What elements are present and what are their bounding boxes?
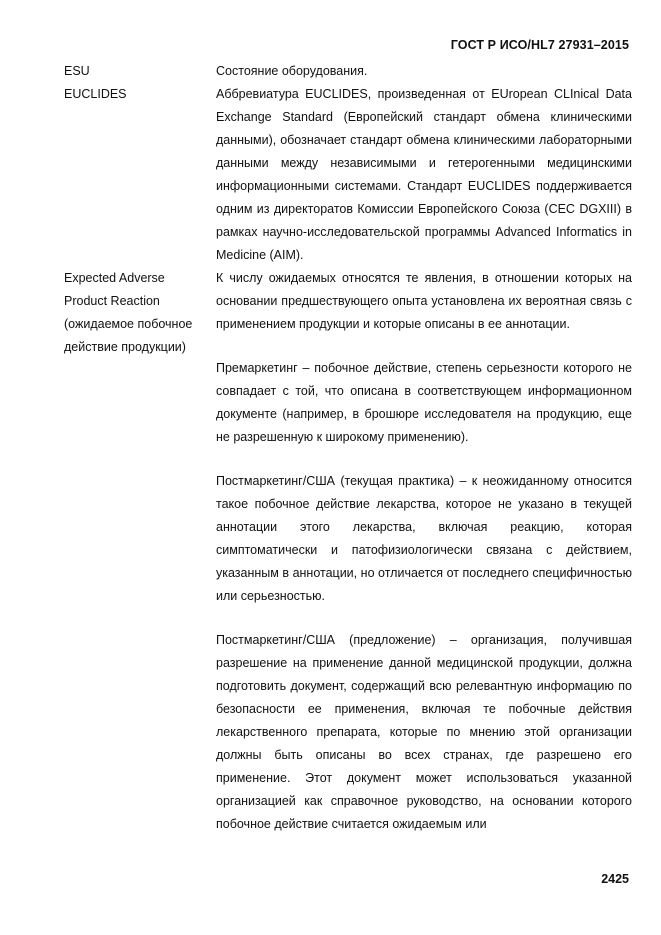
glossary-definition <box>214 83 632 267</box>
definition-paragraph: Премаркетинг – побочное действие, степень серьезности которого не совпадает с той, что описана в соответствующем информационном документе (например, в брошюре исследователя на продукцию, еще не разрешенную к широкому применению). <box>216 361 632 444</box>
glossary-definition <box>214 60 632 83</box>
glossary-entries <box>64 60 632 836</box>
term-line: EUCLIDES <box>64 87 127 101</box>
page-number: 2425 <box>601 872 629 886</box>
term-line: действие продукции) <box>64 340 186 354</box>
glossary-term <box>64 83 214 267</box>
glossary-term <box>64 60 214 83</box>
glossary-entry-euclides <box>64 83 632 267</box>
document-header: ГОСТ Р ИСО/HL7 27931–2015 <box>450 38 629 52</box>
glossary-definition <box>214 267 632 836</box>
definition-paragraph: Аббревиатура EUCLIDES, произведенная от EUropean CLInical Data Exchange Standard (Европейский стандарт обмена клиническими данными), обозначает стандарт обмена клиническими лабораторными данными между независимыми и гетерогенными медицинскими информационными системами. Стандарт EUCLIDES поддерживается одним из директоратов Комиссии Европейского Союза (CEC DGXIII) в рамках научно-исследовательской программы Advanced Informatics in Medicine (AIM). <box>216 87 632 262</box>
term-line: ESU <box>64 64 90 78</box>
definition-paragraph: Состояние оборудования. <box>216 64 368 78</box>
term-line: Product Reaction <box>64 294 160 308</box>
glossary-entry-esu <box>64 60 632 83</box>
definition-paragraph: Постмаркетинг/США (предложение) – организация, получившая разрешение на применение данной медицинской продукции, должна подготовить документ, содержащий всю релевантную информацию по безопасности ее применения, включая те побочные действия лекарственного препарата, которые по мнению этой организации должны быть описаны во всех странах, где разрешено его применение. Этот документ может использоваться указанной организацией как справочное руководство, на основании которого побочное действие считается ожидаемым или <box>216 633 632 831</box>
glossary-entry-expected-adverse-product-reaction <box>64 267 632 836</box>
glossary-term <box>64 267 214 836</box>
term-line: Expected Adverse <box>64 271 165 285</box>
definition-paragraph: Постмаркетинг/США (текущая практика) – к неожиданному относится такое побочное действие лекарства, которое не указано в текущей аннотации этого лекарства, включая реакцию, которая симптоматически и патофизиологически связана с действием, указанным в аннотации, но отличается от последнего специфичностью или серьезностью. <box>216 474 632 603</box>
term-line: (ожидаемое побочное <box>64 317 193 331</box>
definition-paragraph: К числу ожидаемых относятся те явления, в отношении которых на основании предшествующего опыта установлена их вероятная связь с применением продукции и которые описаны в ее аннотации. <box>216 271 632 331</box>
